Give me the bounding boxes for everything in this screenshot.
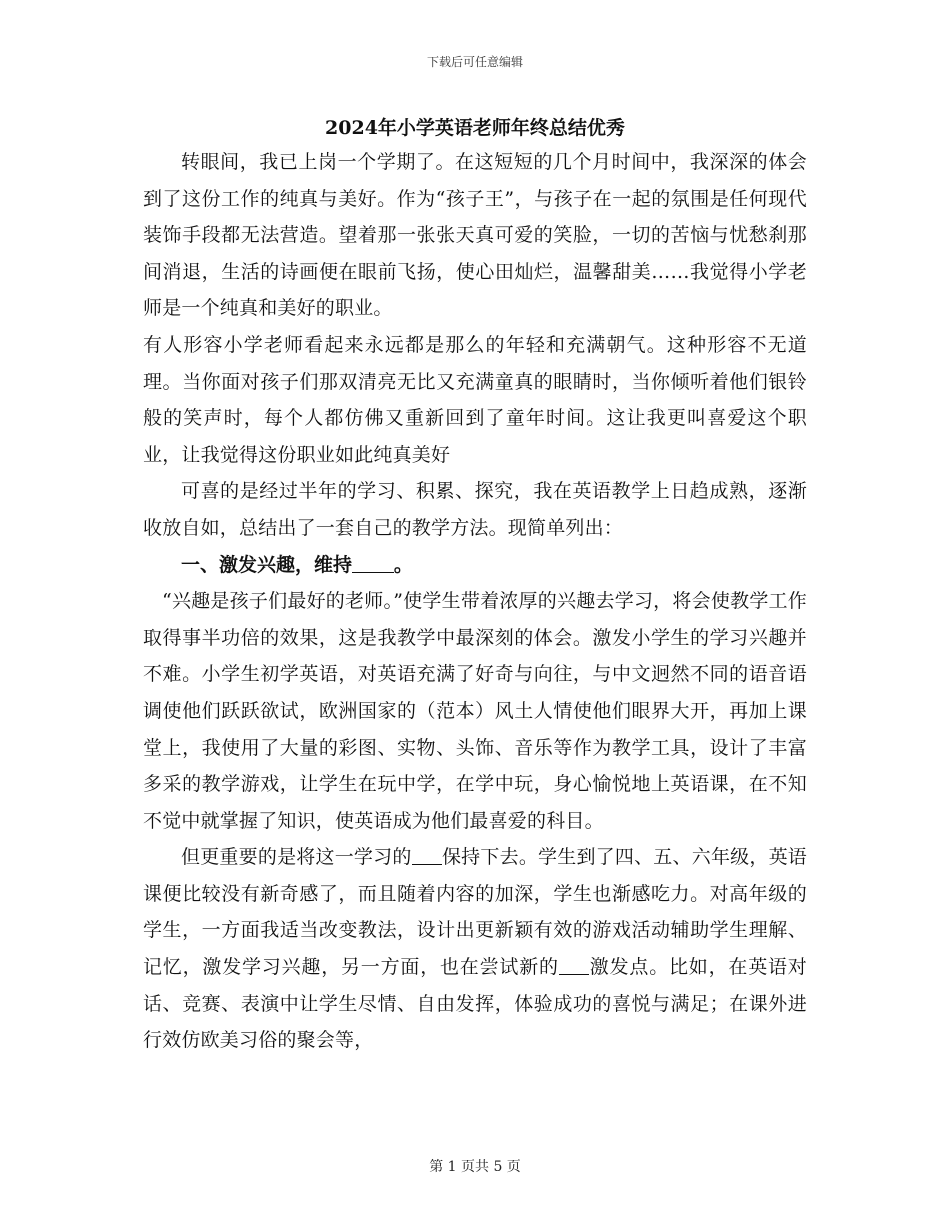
page-number: 第 1 页共 5 页 bbox=[429, 1159, 521, 1175]
section-heading-1 bbox=[143, 547, 807, 584]
paragraph-keep-part2: 保持下去。学生到了四、五、六年级，英语课便比较没有新奇感了，而且随着内容的加深，学生也渐感吃力。对高年级的学生，一方面我适当改变教法，设计出更新颖有效的游戏活动辅助学生理解、记忆，激发学习兴趣，另一方面，也在尝试新的 bbox=[143, 846, 807, 979]
paragraph-keep-part3: 激发点。比如，在英语对话、竞赛、表演中让学生尽情、自由发挥，体验成功的喜悦与满足；在课外进行效仿欧美习俗的聚会等， bbox=[143, 956, 808, 1052]
document-body bbox=[143, 112, 807, 1059]
paragraph-blank-1 bbox=[412, 845, 442, 865]
paragraph-keep-part1: 但更重要的是将这一学习的 bbox=[181, 846, 412, 869]
document-title: 2024年小学英语老师年终总结优秀 bbox=[325, 117, 625, 139]
section-heading-text: 一、激发兴趣，维持 bbox=[181, 553, 353, 576]
paragraph-blank-2 bbox=[559, 955, 589, 975]
header-note: 下载后可任意编辑 bbox=[426, 55, 523, 69]
paragraph-methods: 可喜的是经过半年的学习、积累、探究，我在英语教学上日趋成熟，逐渐收放自如，总结出了一套自己的教学方法。现简单列出： bbox=[143, 480, 807, 539]
paragraph-keep-going bbox=[143, 839, 807, 1059]
section-heading-end: 。 bbox=[393, 553, 413, 576]
heading-blank bbox=[352, 553, 394, 573]
paragraph-description: 有人形容小学老师看起来永远都是那么的年轻和充满朝气。这种形容不无道理。当你面对孩子们那双清亮无比又充满童真的眼睛时，当你倾听着他们银铃般的笑声时，每个人都仿佛又重新回到了童年时间。这让我更叫喜爱这个职业，让我觉得这份职业如此纯真美好 bbox=[143, 333, 807, 466]
paragraph-interest: “兴趣是孩子们最好的老师。”使学生带着浓厚的兴趣去学习，将会使教学工作取得事半功倍的效果，这是我教学中最深刻的体会。激发小学生的学习兴趣并不难。小学生初学英语，对英语充满了好奇与向往，与中文迥然不同的语音语调使他们跃跃欲试，欧洲国家的（范本）风土人情使他们眼界大开，再加上课堂上，我使用了大量的彩图、实物、头饰、音乐等作为教学工具，设计了丰富多采的教学游戏，让学生在玩中学，在学中玩，身心愉悦地上英语课，在不知不觉中就掌握了知识，使英语成为他们最喜爱的科目。 bbox=[143, 590, 807, 832]
paragraph-intro: 转眼间，我已上岗一个学期了。在这短短的几个月时间中，我深深的体会到了这份工作的纯真与美好。作为“孩子王”，与孩子在一起的氛围是任何现代装饰手段都无法营造。望着那一张张天真可爱的笑脸，一切的苦恼与忧愁刹那间消退，生活的诗画便在眼前飞扬，使心田灿烂，温馨甜美……我觉得小学老师是一个纯真和美好的职业。 bbox=[143, 151, 807, 320]
